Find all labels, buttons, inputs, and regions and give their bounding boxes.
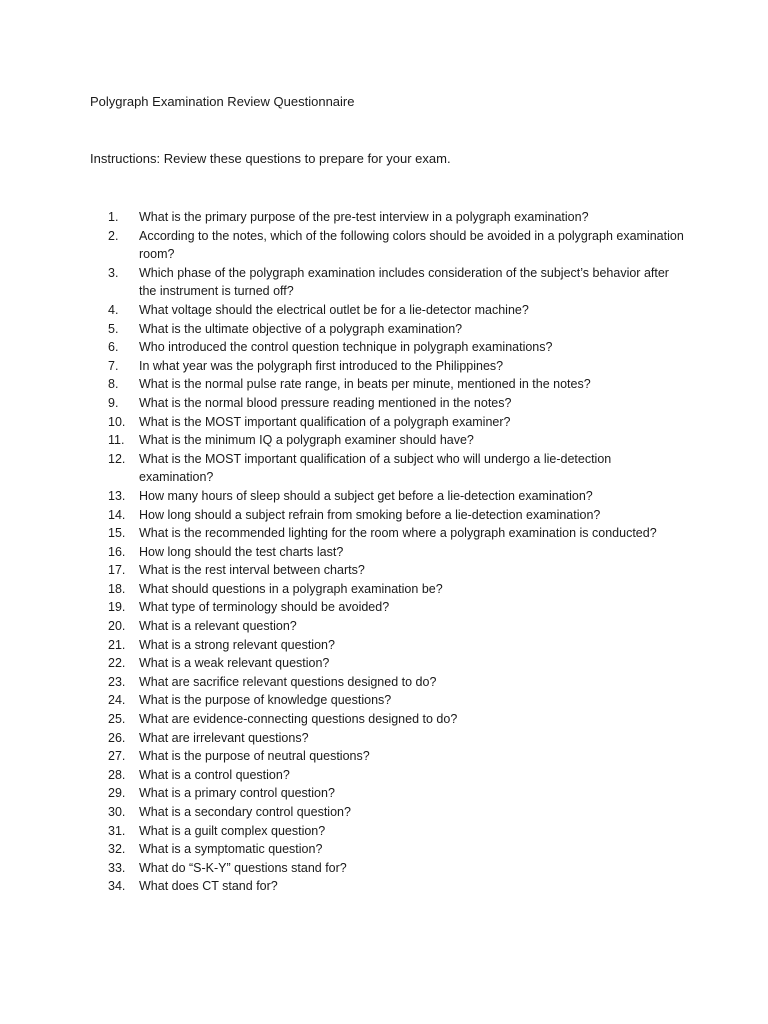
question-number: 12. (108, 451, 126, 466)
list-item (108, 877, 688, 896)
question-number: 20. (108, 619, 126, 634)
list-item (108, 301, 688, 320)
question-number: 16. (108, 544, 126, 559)
question-text: What is the minimum IQ a polygraph examiner should have? (139, 433, 474, 448)
question-text: What is a strong relevant question? (139, 637, 335, 652)
question-text: What is the purpose of neutral questions? (139, 749, 370, 764)
question-number: 10. (108, 414, 126, 429)
question-number: 7. (108, 358, 119, 373)
list-item (108, 673, 688, 692)
question-text: What is the primary purpose of the pre-test interview in a polygraph examination? (139, 210, 589, 224)
question-text: What is the ultimate objective of a polygraph examination? (139, 321, 463, 336)
question-text: What is the MOST important qualification of a polygraph examiner? (139, 414, 511, 429)
list-item (108, 766, 688, 785)
question-text: What is a symptomatic question? (139, 842, 323, 857)
list-item (108, 691, 688, 710)
list-item (108, 338, 688, 357)
question-number: 32. (108, 842, 126, 857)
list-item (108, 859, 688, 878)
question-text: What is the purpose of knowledge questions? (139, 693, 392, 708)
question-text: What is a weak relevant question? (139, 656, 330, 671)
list-item (108, 450, 688, 487)
question-number: 29. (108, 786, 126, 801)
question-number: 4. (108, 302, 119, 317)
list-item (108, 654, 688, 673)
instructions-text: Instructions: Review these questions to prepare for your exam. (90, 151, 451, 166)
list-item (108, 506, 688, 525)
question-text: What is a guilt complex question? (139, 823, 326, 838)
list-item (108, 840, 688, 859)
question-text: What is the normal pulse rate range, in beats per minute, mentioned in the notes? (139, 377, 591, 392)
question-text: What are sacrifice relevant questions designed to do? (139, 674, 437, 689)
list-item (108, 487, 688, 506)
question-number: 17. (108, 563, 126, 578)
question-number: 25. (108, 712, 126, 727)
list-item (108, 208, 688, 227)
question-text: What do “S-K-Y” questions stand for? (139, 860, 347, 875)
question-number: 8. (108, 377, 119, 392)
list-item (108, 580, 688, 599)
question-text: How long should a subject refrain from smoking before a lie-detection examination? (139, 507, 601, 522)
question-number: 14. (108, 507, 126, 522)
list-item (108, 822, 688, 841)
question-number: 24. (108, 693, 126, 708)
question-number: 22. (108, 656, 126, 671)
question-text: What are irrelevant questions? (139, 730, 309, 745)
list-item (108, 636, 688, 655)
question-number: 21. (108, 637, 126, 652)
question-number: 11. (108, 433, 125, 448)
question-text: How long should the test charts last? (139, 544, 344, 559)
question-text: What does CT stand for? (139, 879, 278, 894)
question-number: 23. (108, 674, 126, 689)
list-item (108, 375, 688, 394)
question-number: 13. (108, 488, 126, 503)
question-number: 19. (108, 600, 126, 615)
list-item (108, 803, 688, 822)
question-number: 28. (108, 767, 126, 782)
list-item (108, 747, 688, 766)
question-text: How many hours of sleep should a subject get before a lie-detection examination? (139, 488, 593, 503)
question-number: 1. (108, 210, 119, 224)
question-number: 15. (108, 526, 126, 541)
list-item (108, 413, 688, 432)
question-text: What is a relevant question? (139, 619, 297, 634)
question-text: Who introduced the control question technique in polygraph examinations? (139, 340, 553, 355)
question-text: According to the notes, which of the following colors should be avoided in a polygraph examination room? (139, 228, 684, 262)
list-item (108, 729, 688, 748)
list-item (108, 264, 688, 301)
question-number: 9. (108, 395, 119, 410)
question-number: 2. (108, 228, 119, 243)
question-list (108, 208, 688, 896)
list-item (108, 543, 688, 562)
question-number: 30. (108, 805, 126, 819)
question-text: What is the rest interval between charts? (139, 563, 365, 578)
list-item (108, 561, 688, 580)
question-text: What is a primary control question? (139, 786, 335, 801)
question-number: 5. (108, 321, 119, 336)
question-text: What voltage should the electrical outlet be for a lie-detector machine? (139, 302, 529, 317)
document-title: Polygraph Examination Review Questionnaire (90, 94, 355, 109)
list-item (108, 394, 688, 413)
question-text: What is the recommended lighting for the room where a polygraph examination is conducted? (139, 526, 657, 541)
list-item (108, 431, 688, 450)
question-text: What is the normal blood pressure reading mentioned in the notes? (139, 395, 512, 410)
question-number: 34. (108, 879, 126, 894)
question-text: What is a control question? (139, 767, 290, 782)
question-number: 18. (108, 581, 126, 596)
question-text: What type of terminology should be avoided? (139, 600, 390, 615)
question-number: 26. (108, 730, 126, 745)
list-item (108, 524, 688, 543)
question-number: 33. (108, 860, 126, 875)
question-text: In what year was the polygraph first introduced to the Philippines? (139, 358, 504, 373)
question-text: What is a secondary control question? (139, 805, 351, 819)
question-number: 31. (108, 823, 126, 838)
question-number: 27. (108, 749, 126, 764)
question-text: Which phase of the polygraph examination includes consideration of the subject’s behavior after the instrument is turned off? (139, 265, 669, 299)
list-item (108, 320, 688, 339)
question-text: What are evidence-connecting questions designed to do? (139, 712, 458, 727)
list-item (108, 617, 688, 636)
list-item (108, 710, 688, 729)
question-text: What should questions in a polygraph examination be? (139, 581, 443, 596)
question-number: 6. (108, 340, 119, 355)
list-item (108, 227, 688, 264)
question-text: What is the MOST important qualification of a subject who will undergo a lie-detection examination? (139, 451, 612, 485)
list-item (108, 598, 688, 617)
question-number: 3. (108, 265, 119, 280)
list-item (108, 357, 688, 376)
list-item (108, 784, 688, 803)
